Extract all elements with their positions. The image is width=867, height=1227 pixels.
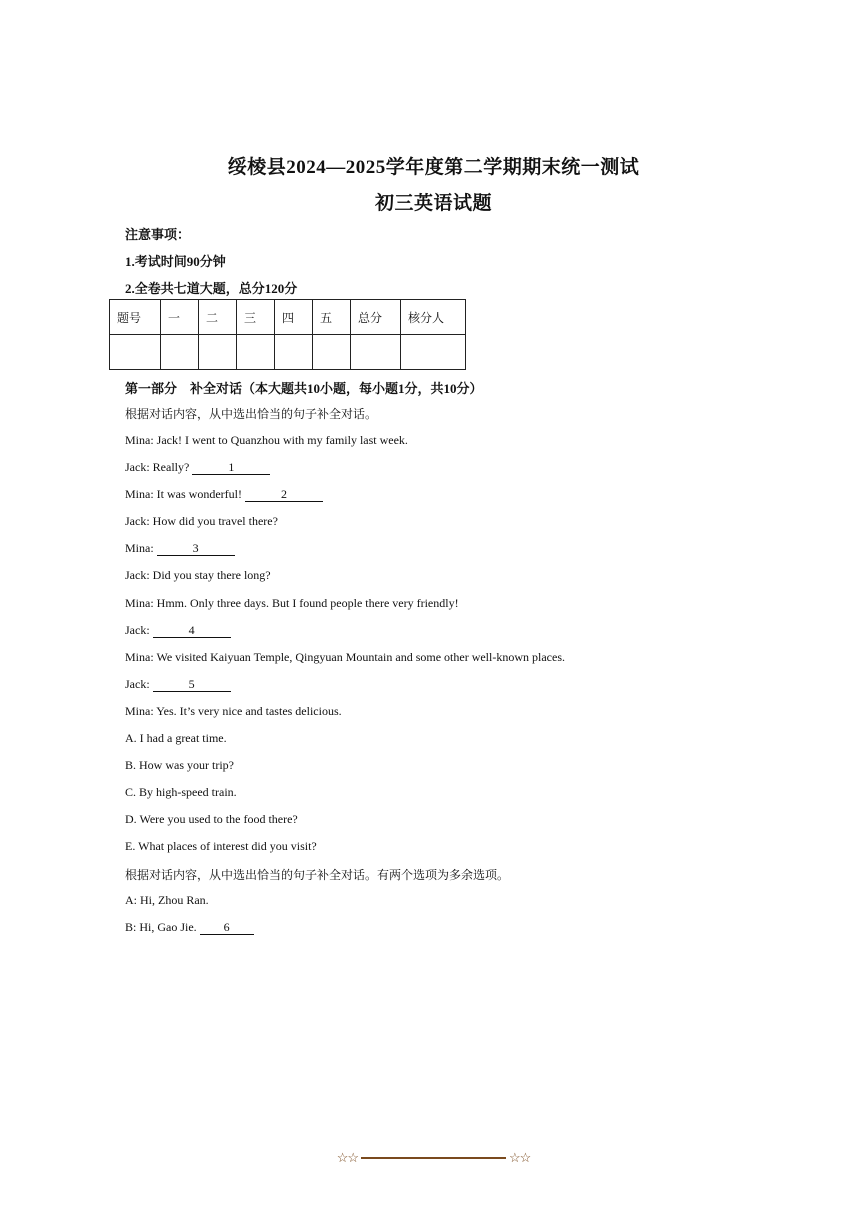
section1-heading: 第一部分 补全对话（本大题共10小题，每小题1分，共10分） (125, 381, 483, 396)
score-table-header-row (110, 300, 466, 335)
score-header-cell: 四 (275, 300, 313, 335)
answer-blank-2[interactable]: 2 (245, 488, 323, 502)
dialogue-line: Mina: We visited Kaiyuan Temple, Qingyuan Mountain and some other well-known places. (125, 650, 565, 664)
star-icon: ☆☆ (336, 1150, 358, 1165)
dialogue-line: Jack: 4 (125, 623, 231, 638)
score-header-cell: 题号 (110, 300, 161, 335)
option-a: A. I had a great time. (125, 731, 227, 745)
score-header-cell: 总分 (351, 300, 401, 335)
exam-subtitle: 初三英语试题 (374, 193, 492, 214)
note-item-2: 2.全卷共七道大题，总分120分 (125, 281, 298, 296)
option-c: C. By high-speed train. (125, 785, 237, 799)
score-cell[interactable] (351, 335, 401, 370)
note-item-1: 1.考试时间90分钟 (125, 254, 226, 269)
answer-blank-5[interactable]: 5 (153, 678, 231, 692)
dialogue-line: Mina: Hmm. Only three days. But I found people there very friendly! (125, 596, 459, 610)
score-header-cell: 核分人 (401, 300, 466, 335)
dialogue-line: Mina: Jack! I went to Quanzhou with my family last week. (125, 433, 408, 447)
score-header-cell: 一 (161, 300, 199, 335)
option-b: B. How was your trip? (125, 758, 234, 772)
score-cell[interactable] (110, 335, 161, 370)
dialogue-line: Jack: 5 (125, 677, 231, 692)
answer-blank-1[interactable]: 1 (192, 461, 270, 475)
star-icon: ☆☆ (509, 1150, 531, 1165)
section1-instruction-2: 根据对话内容，从中选出恰当的句子补全对话。有两个选项为多余选项。 (125, 868, 510, 882)
score-header-cell: 二 (199, 300, 237, 335)
section1-instruction: 根据对话内容，从中选出恰当的句子补全对话。 (125, 407, 378, 421)
dialogue-line: Mina: Yes. It’s very nice and tastes delicious. (125, 704, 342, 718)
notes-heading: 注意事项： (125, 227, 191, 242)
answer-blank-3[interactable]: 3 (157, 542, 235, 556)
dialogue-line: Mina: 3 (125, 541, 235, 556)
score-header-cell: 三 (237, 300, 275, 335)
score-cell[interactable] (313, 335, 351, 370)
score-cell[interactable] (275, 335, 313, 370)
dialogue-line: Mina: It was wonderful! 2 (125, 487, 323, 502)
exam-title: 绥棱县2024—2025学年度第二学期期末统一测试 (227, 157, 640, 178)
score-cell[interactable] (401, 335, 466, 370)
score-cell[interactable] (237, 335, 275, 370)
score-cell[interactable] (161, 335, 199, 370)
score-header-cell: 五 (313, 300, 351, 335)
score-table-value-row (110, 335, 466, 370)
page-footer (0, 1150, 867, 1166)
dialogue-line: A: Hi, Zhou Ran. (125, 893, 209, 907)
dialogue-line: B: Hi, Gao Jie. 6 (125, 920, 254, 935)
score-cell[interactable] (199, 335, 237, 370)
dialogue-line: Jack: Really? 1 (125, 460, 270, 475)
dialogue-line: Jack: How did you travel there? (125, 514, 278, 528)
answer-blank-6[interactable]: 6 (200, 921, 254, 935)
footer-rule (361, 1157, 506, 1159)
option-d: D. Were you used to the food there? (125, 812, 298, 826)
dialogue-line: Jack: Did you stay there long? (125, 568, 271, 582)
option-e: E. What places of interest did you visit? (125, 839, 317, 853)
score-table (109, 299, 466, 370)
answer-blank-4[interactable]: 4 (153, 624, 231, 638)
